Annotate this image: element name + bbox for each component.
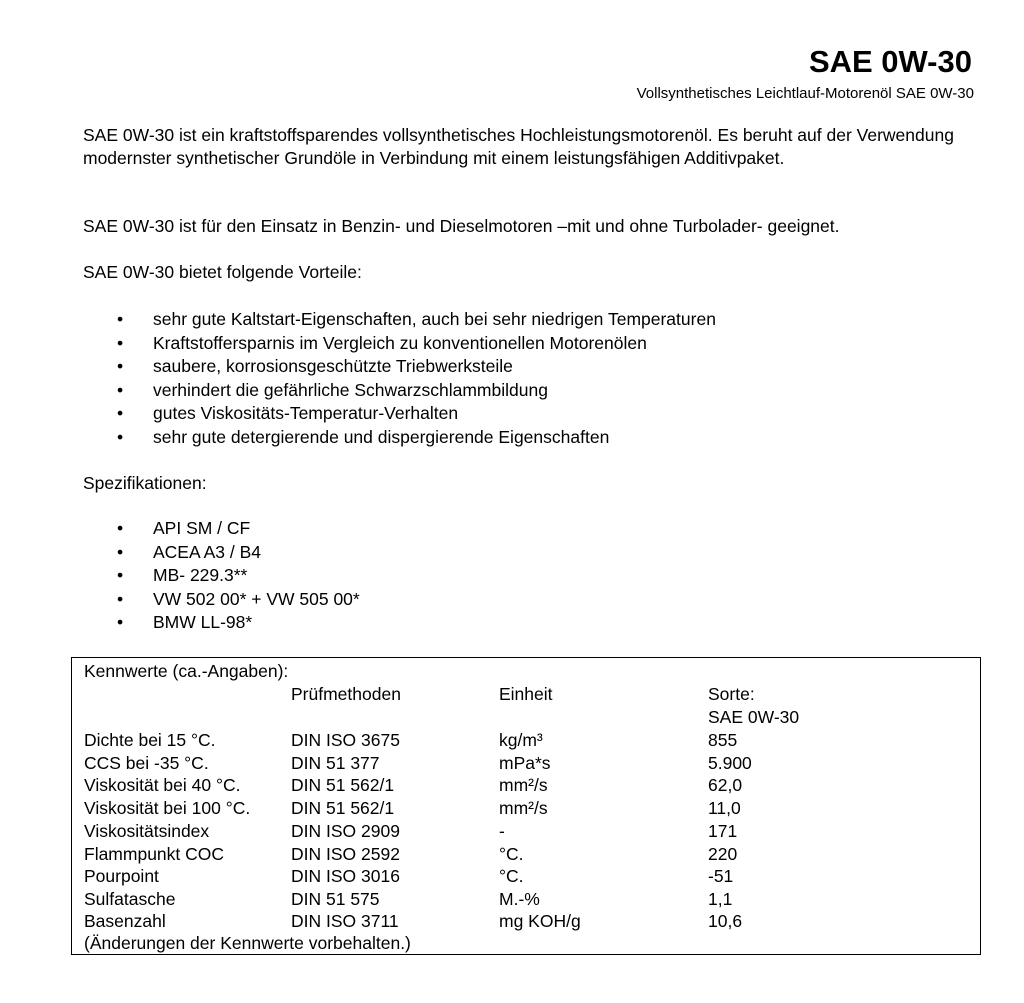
bullet-icon: • xyxy=(117,612,124,633)
row-unit: kg/m³ xyxy=(499,730,543,750)
list-item-text: MB- 229.3** xyxy=(153,565,248,586)
list-item-text: verhindert die gefährliche Schwarzschlammbildung xyxy=(153,379,548,400)
list-item-text: Kraftstoffersparnis im Vergleich zu konventionellen Motorenölen xyxy=(153,332,647,353)
list-item xyxy=(83,588,360,612)
list-item xyxy=(83,541,360,565)
bullet-icon: • xyxy=(117,379,124,400)
document-title: SAE 0W-30 xyxy=(808,44,972,79)
row-unit: - xyxy=(499,821,505,841)
row-method: DIN 51 562/1 xyxy=(291,775,395,795)
list-item-text: saubere, korrosionsgeschützte Triebwerksteile xyxy=(153,356,513,377)
bullet-icon: • xyxy=(117,356,124,377)
list-item xyxy=(83,402,716,426)
row-method: DIN ISO 2909 xyxy=(291,821,400,841)
list-item xyxy=(83,426,716,450)
column-header-grade: Sorte: xyxy=(708,684,755,704)
row-property: Viskosität bei 100 °C. xyxy=(84,798,251,818)
row-unit: mg KOH/g xyxy=(499,911,581,931)
intro-paragraph: SAE 0W-30 ist ein kraftstoffsparendes vollsynthetisches Hochleistungsmotorenöl. Es beruht auf der Verwendung modernster synthetischer Grundöle in Verbindung mit einem leistungsfähigen Additivpaket. xyxy=(83,125,954,168)
bullet-icon: • xyxy=(117,518,124,538)
row-value: 5.900 xyxy=(708,753,752,773)
row-property: Pourpoint xyxy=(84,866,159,886)
row-method: DIN 51 575 xyxy=(291,889,380,909)
row-unit: mm²/s xyxy=(499,775,548,795)
list-item xyxy=(83,308,716,332)
row-value: 171 xyxy=(708,821,738,841)
bullet-icon: • xyxy=(117,565,124,586)
row-unit: °C. xyxy=(499,844,524,864)
bullet-icon: • xyxy=(117,541,124,562)
row-value: 220 xyxy=(708,844,738,864)
column-header-method: Prüfmethoden xyxy=(291,684,401,704)
row-unit: mPa*s xyxy=(499,753,551,773)
list-item-text: VW 502 00* + VW 505 00* xyxy=(153,588,360,609)
bullet-icon: • xyxy=(117,332,124,353)
row-value: 10,6 xyxy=(708,911,743,931)
specs-heading: Spezifikationen: xyxy=(83,473,207,493)
row-unit: mm²/s xyxy=(499,798,548,818)
list-item xyxy=(83,332,716,356)
row-property: Dichte bei 15 °C. xyxy=(84,730,216,750)
usage-paragraph: SAE 0W-30 ist für den Einsatz in Benzin- und Dieselmotoren –mit und ohne Turbolader- geeignet. xyxy=(83,216,840,236)
column-header-grade-name: SAE 0W-30 xyxy=(708,707,800,727)
row-property: Viskositätsindex xyxy=(84,821,210,841)
row-value: -51 xyxy=(708,866,734,886)
list-item-text: sehr gute detergierende und dispergierende Eigenschaften xyxy=(153,426,610,447)
bullet-icon: • xyxy=(117,426,124,447)
row-method: DIN ISO 3675 xyxy=(291,730,400,750)
list-item xyxy=(83,517,360,541)
row-property: Viskosität bei 40 °C. xyxy=(84,775,241,795)
row-method: DIN ISO 3016 xyxy=(291,866,400,886)
list-item xyxy=(83,379,716,403)
row-method: DIN ISO 2592 xyxy=(291,844,400,864)
row-method: DIN ISO 3711 xyxy=(291,911,399,931)
bullet-icon: • xyxy=(117,588,124,609)
row-value: 855 xyxy=(708,730,738,750)
advantages-list xyxy=(83,308,716,450)
row-value: 11,0 xyxy=(708,798,741,818)
column-header-unit: Einheit xyxy=(499,684,553,704)
row-property: Basenzahl xyxy=(84,911,166,931)
row-property: Sulfatasche xyxy=(84,889,176,909)
list-item-text: gutes Viskositäts-Temperatur-Verhalten xyxy=(153,403,459,424)
list-item-text: ACEA A3 / B4 xyxy=(153,541,261,562)
row-method: DIN 51 562/1 xyxy=(291,798,395,818)
list-item-text: API SM / CF xyxy=(153,518,251,538)
row-unit: °C. xyxy=(499,866,524,886)
row-property: Flammpunkt COC xyxy=(84,844,225,864)
list-item-text: BMW LL-98* xyxy=(153,612,253,633)
specs-list xyxy=(83,517,360,635)
document-subtitle: Vollsynthetisches Leichtlauf-Motorenöl SAE 0W-30 xyxy=(636,85,974,102)
row-method: DIN 51 377 xyxy=(291,753,380,773)
bullet-icon: • xyxy=(117,309,124,329)
advantages-heading: SAE 0W-30 bietet folgende Vorteile: xyxy=(83,262,362,282)
row-value: 62,0 xyxy=(708,775,743,795)
bullet-icon: • xyxy=(117,403,124,424)
properties-table xyxy=(71,657,981,955)
table-heading: Kennwerte (ca.-Angaben): xyxy=(84,661,289,681)
row-value: 1,1 xyxy=(708,889,733,909)
list-item xyxy=(83,564,360,588)
list-item xyxy=(83,611,360,635)
list-item-text: sehr gute Kaltstart-Eigenschaften, auch bei sehr niedrigen Temperaturen xyxy=(153,309,716,329)
list-item xyxy=(83,355,716,379)
row-property: CCS bei -35 °C. xyxy=(84,753,209,773)
table-footnote: (Änderungen der Kennwerte vorbehalten.) xyxy=(84,933,411,953)
row-unit: M.-% xyxy=(499,889,540,909)
